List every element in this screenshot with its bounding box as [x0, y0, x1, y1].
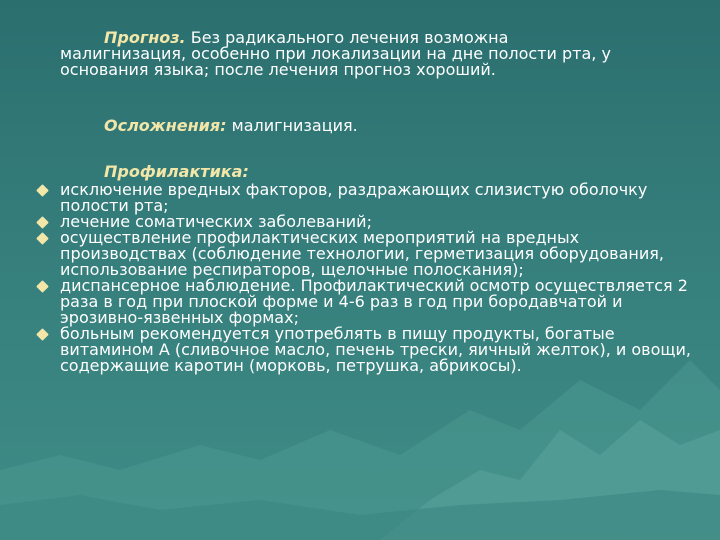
prevention-list-item [0, 326, 700, 374]
prevention-heading-row [60, 164, 700, 180]
prevention-list-item [0, 182, 700, 214]
prevention-item-text: осуществление профилактических мероприятий на вредных производствах (соблюдение технологии, герметизация оборудования, использование респираторов, щелочные полоскания); [60, 228, 664, 279]
complications-label: Осложнения: [104, 116, 227, 135]
prevention-heading: Профилактика: [104, 162, 249, 181]
diamond-bullet-icon [36, 280, 49, 293]
prevention-list [0, 182, 700, 374]
diamond-bullet-icon [36, 216, 49, 229]
prevention-list-item [0, 278, 700, 326]
prevention-item-text: диспансерное наблюдение. Профилактический осмотр осуществляется 2 раза в год при плоской форме и 4-6 раз в год при бородавчатой и эрозивно-язвенных формах; [60, 276, 688, 327]
prognosis-text-rest: малигнизация, особенно при локализации на дне полости рта, у основания языка; после лечения прогноз хороший. [60, 44, 611, 79]
diamond-bullet-icon [36, 232, 49, 245]
diamond-bullet-icon [36, 328, 49, 341]
prognosis-text-line1: Без радикального лечения возможна [185, 28, 509, 47]
complications-text: малигнизация. [226, 116, 358, 135]
prevention-item-text: исключение вредных факторов, раздражающих слизистую оболочку полости рта; [60, 180, 648, 215]
prevention-item-text: лечение соматических заболеваний; [60, 212, 372, 231]
complications-paragraph [60, 118, 700, 134]
prognosis-paragraph [60, 30, 700, 78]
diamond-bullet-icon [36, 184, 49, 197]
prevention-list-item [0, 230, 700, 278]
prevention-item-text: больным рекомендуется употреблять в пищу продукты, богатые витамином А (сливочное масло, печень трески, яичный желток), и овощи, содержащие каротин (морковь, петрушка, абрикосы). [60, 324, 691, 375]
prognosis-label: Прогноз. [104, 28, 186, 47]
